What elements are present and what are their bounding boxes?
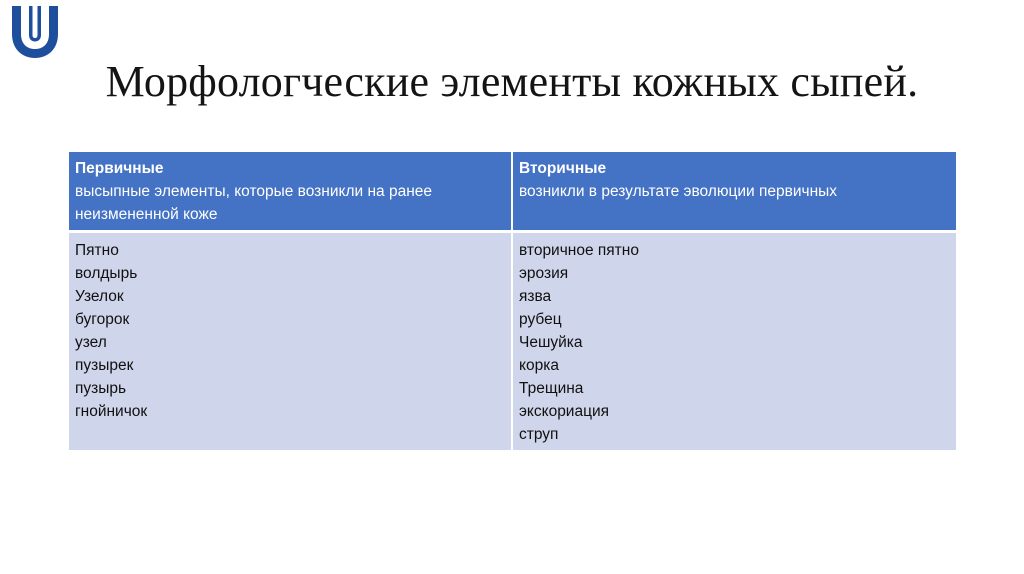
list-item: эрозия	[519, 265, 569, 282]
list-item: гнойничок	[75, 403, 148, 420]
list-item: Чешуйка	[519, 334, 583, 351]
list-item: Трещина	[519, 380, 584, 397]
slide-title: Морфологческие элементы кожных сыпей.	[105, 57, 919, 106]
list-item: бугорок	[75, 311, 130, 328]
list-item: экскориация	[519, 403, 610, 420]
primary-header-subtitle: высыпные элементы, которые возникли на ранее неизмененной коже	[75, 183, 432, 223]
morphology-table	[69, 152, 956, 450]
list-item: пузырек	[75, 357, 134, 374]
list-item: струп	[519, 426, 559, 443]
list-item: Пятно	[75, 242, 119, 259]
table-body-row	[69, 232, 956, 451]
secondary-elements-list	[512, 232, 956, 451]
list-item: рубец	[519, 311, 562, 328]
primary-header-title: Первичные	[75, 160, 164, 177]
secondary-elements-header	[512, 152, 956, 232]
list-item: вторичное пятно	[519, 242, 639, 259]
list-item: волдырь	[75, 265, 138, 282]
list-item: пузырь	[75, 380, 127, 397]
secondary-header-subtitle: возникли в результате эволюции первичных	[519, 183, 838, 200]
secondary-header-title: Вторичные	[519, 160, 607, 177]
list-item: Узелок	[75, 288, 124, 305]
university-logo-icon	[9, 2, 61, 60]
primary-elements-list	[69, 232, 512, 451]
list-item: узел	[75, 334, 107, 351]
table-header-row	[69, 152, 956, 232]
list-item: корка	[519, 357, 559, 374]
list-item: язва	[519, 288, 552, 305]
primary-elements-header	[69, 152, 512, 232]
